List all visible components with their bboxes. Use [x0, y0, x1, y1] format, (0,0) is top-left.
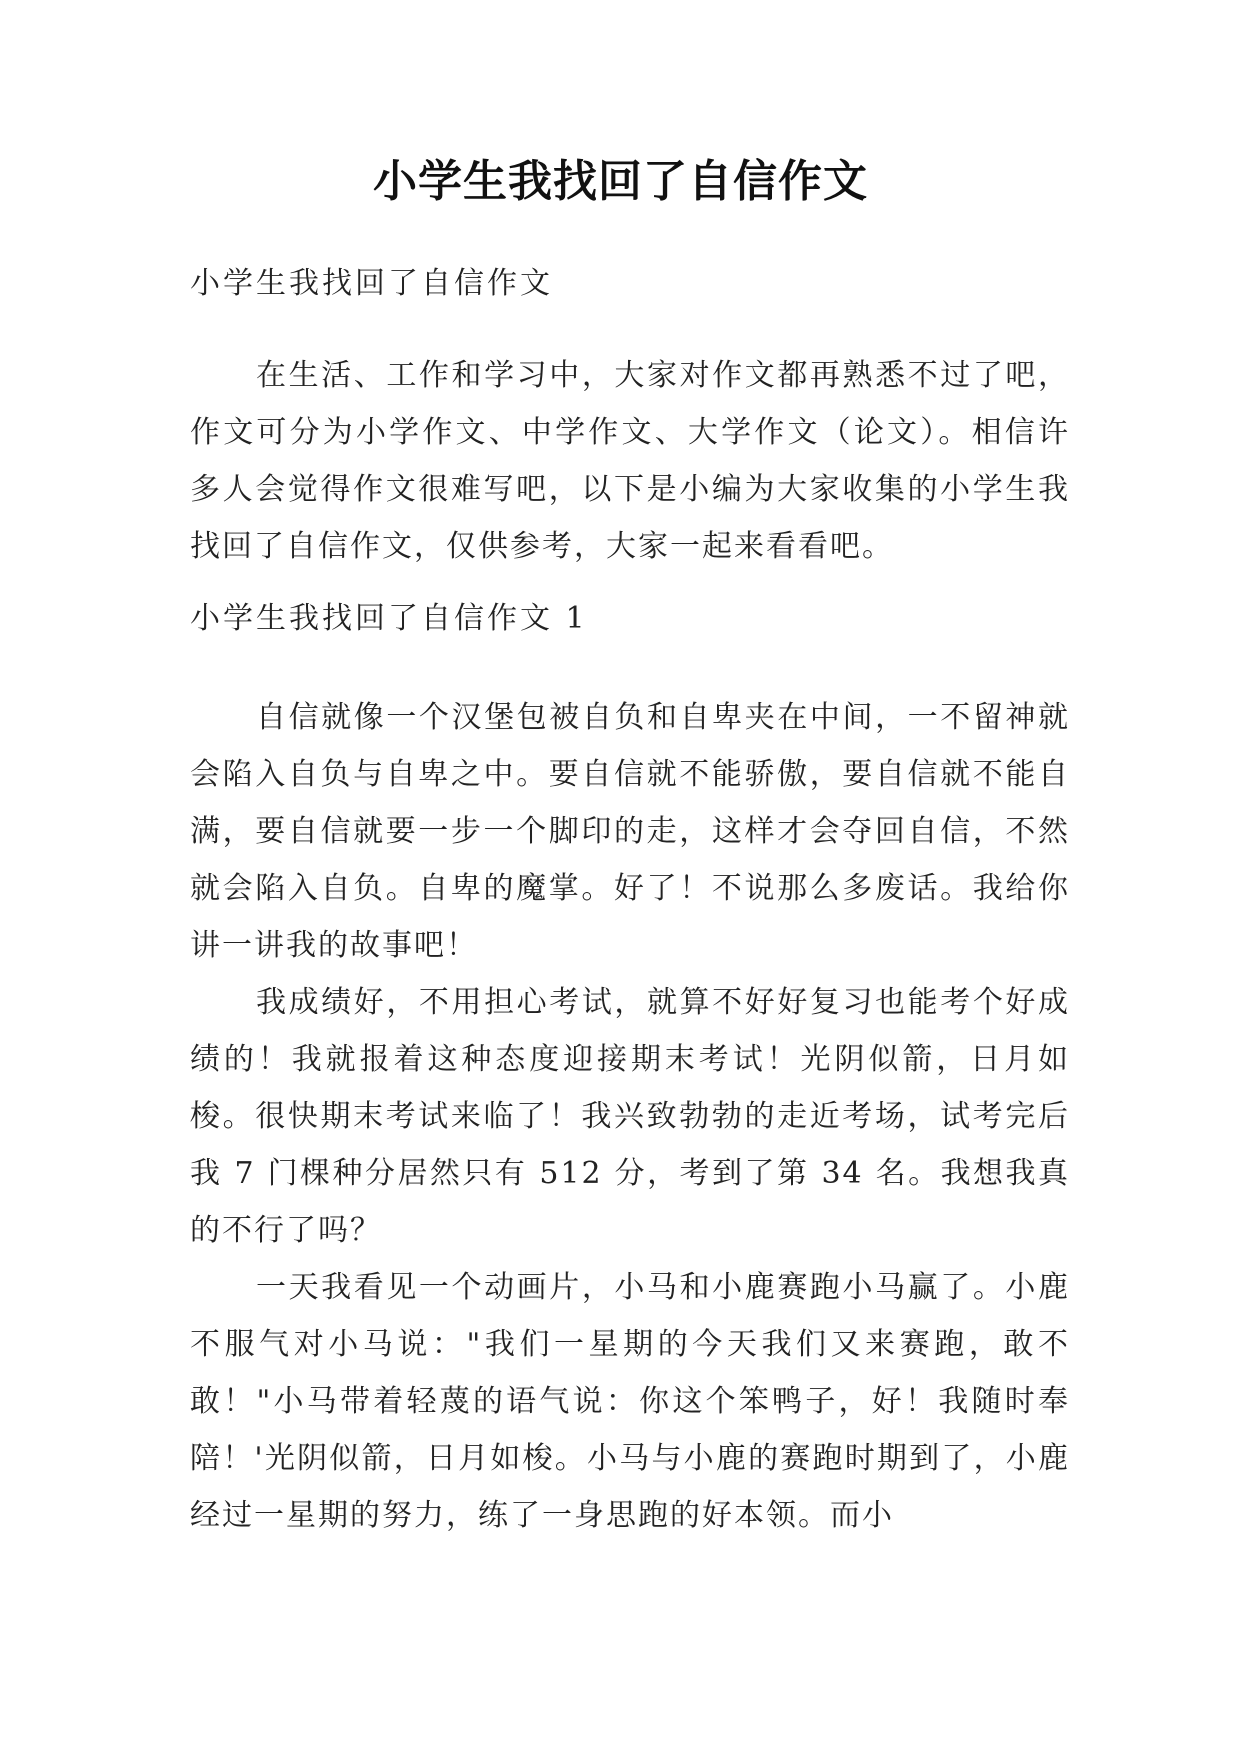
- intro-paragraph: 在生活、工作和学习中，大家对作文都再熟悉不过了吧，作文可分为小学作文、中学作文、大学作文（论文）。相信许多人会觉得作文很难写吧，以下是小编为大家收集的小学生我找回了自信作文，仅供参考，大家一起来看看吧。: [190, 358, 1070, 564]
- essay-paragraph-3: 一天我看见一个动画片，小马和小鹿赛跑小马赢了。小鹿不服气对小马说："我们一星期的今天我们又来赛跑，敢不敢！"小马带着轻蔑的语气说：你这个笨鸭子，好！我随时奉陪！'光阴似箭，日月如梭。小马与小鹿的赛跑时期到了，小鹿经过一星期的努力，练了一身思跑的好本领。而小: [190, 1270, 1070, 1533]
- document-title: 小学生我找回了自信作文: [373, 156, 868, 207]
- essay-paragraph-1: 自信就像一个汉堡包被自负和自卑夹在中间，一不留神就会陷入自负与自卑之中。要自信就不能骄傲，要自信就不能自满，要自信就要一步一个脚印的走，这样才会夺回自信，不然就会陷入自负。自卑的魔掌。好了！不说那么多废话。我给你讲一讲我的故事吧！: [190, 700, 1070, 963]
- document-heading: 小学生我找回了自信作文: [190, 266, 553, 301]
- essay-body: [190, 689, 1070, 1544]
- intro-block: [190, 347, 1070, 575]
- section-heading: 小学生我找回了自信作文 1: [190, 601, 588, 636]
- essay-paragraph-2: 我成绩好，不用担心考试，就算不好好复习也能考个好成绩的！我就报着这种态度迎接期末考试！光阴似箭，日月如梭。很快期末考试来临了！我兴致勃勃的走近考场，试考完后我 7 门棵种分居然只有 512 分，考到了第 34 名。我想我真的不行了吗？: [190, 985, 1070, 1248]
